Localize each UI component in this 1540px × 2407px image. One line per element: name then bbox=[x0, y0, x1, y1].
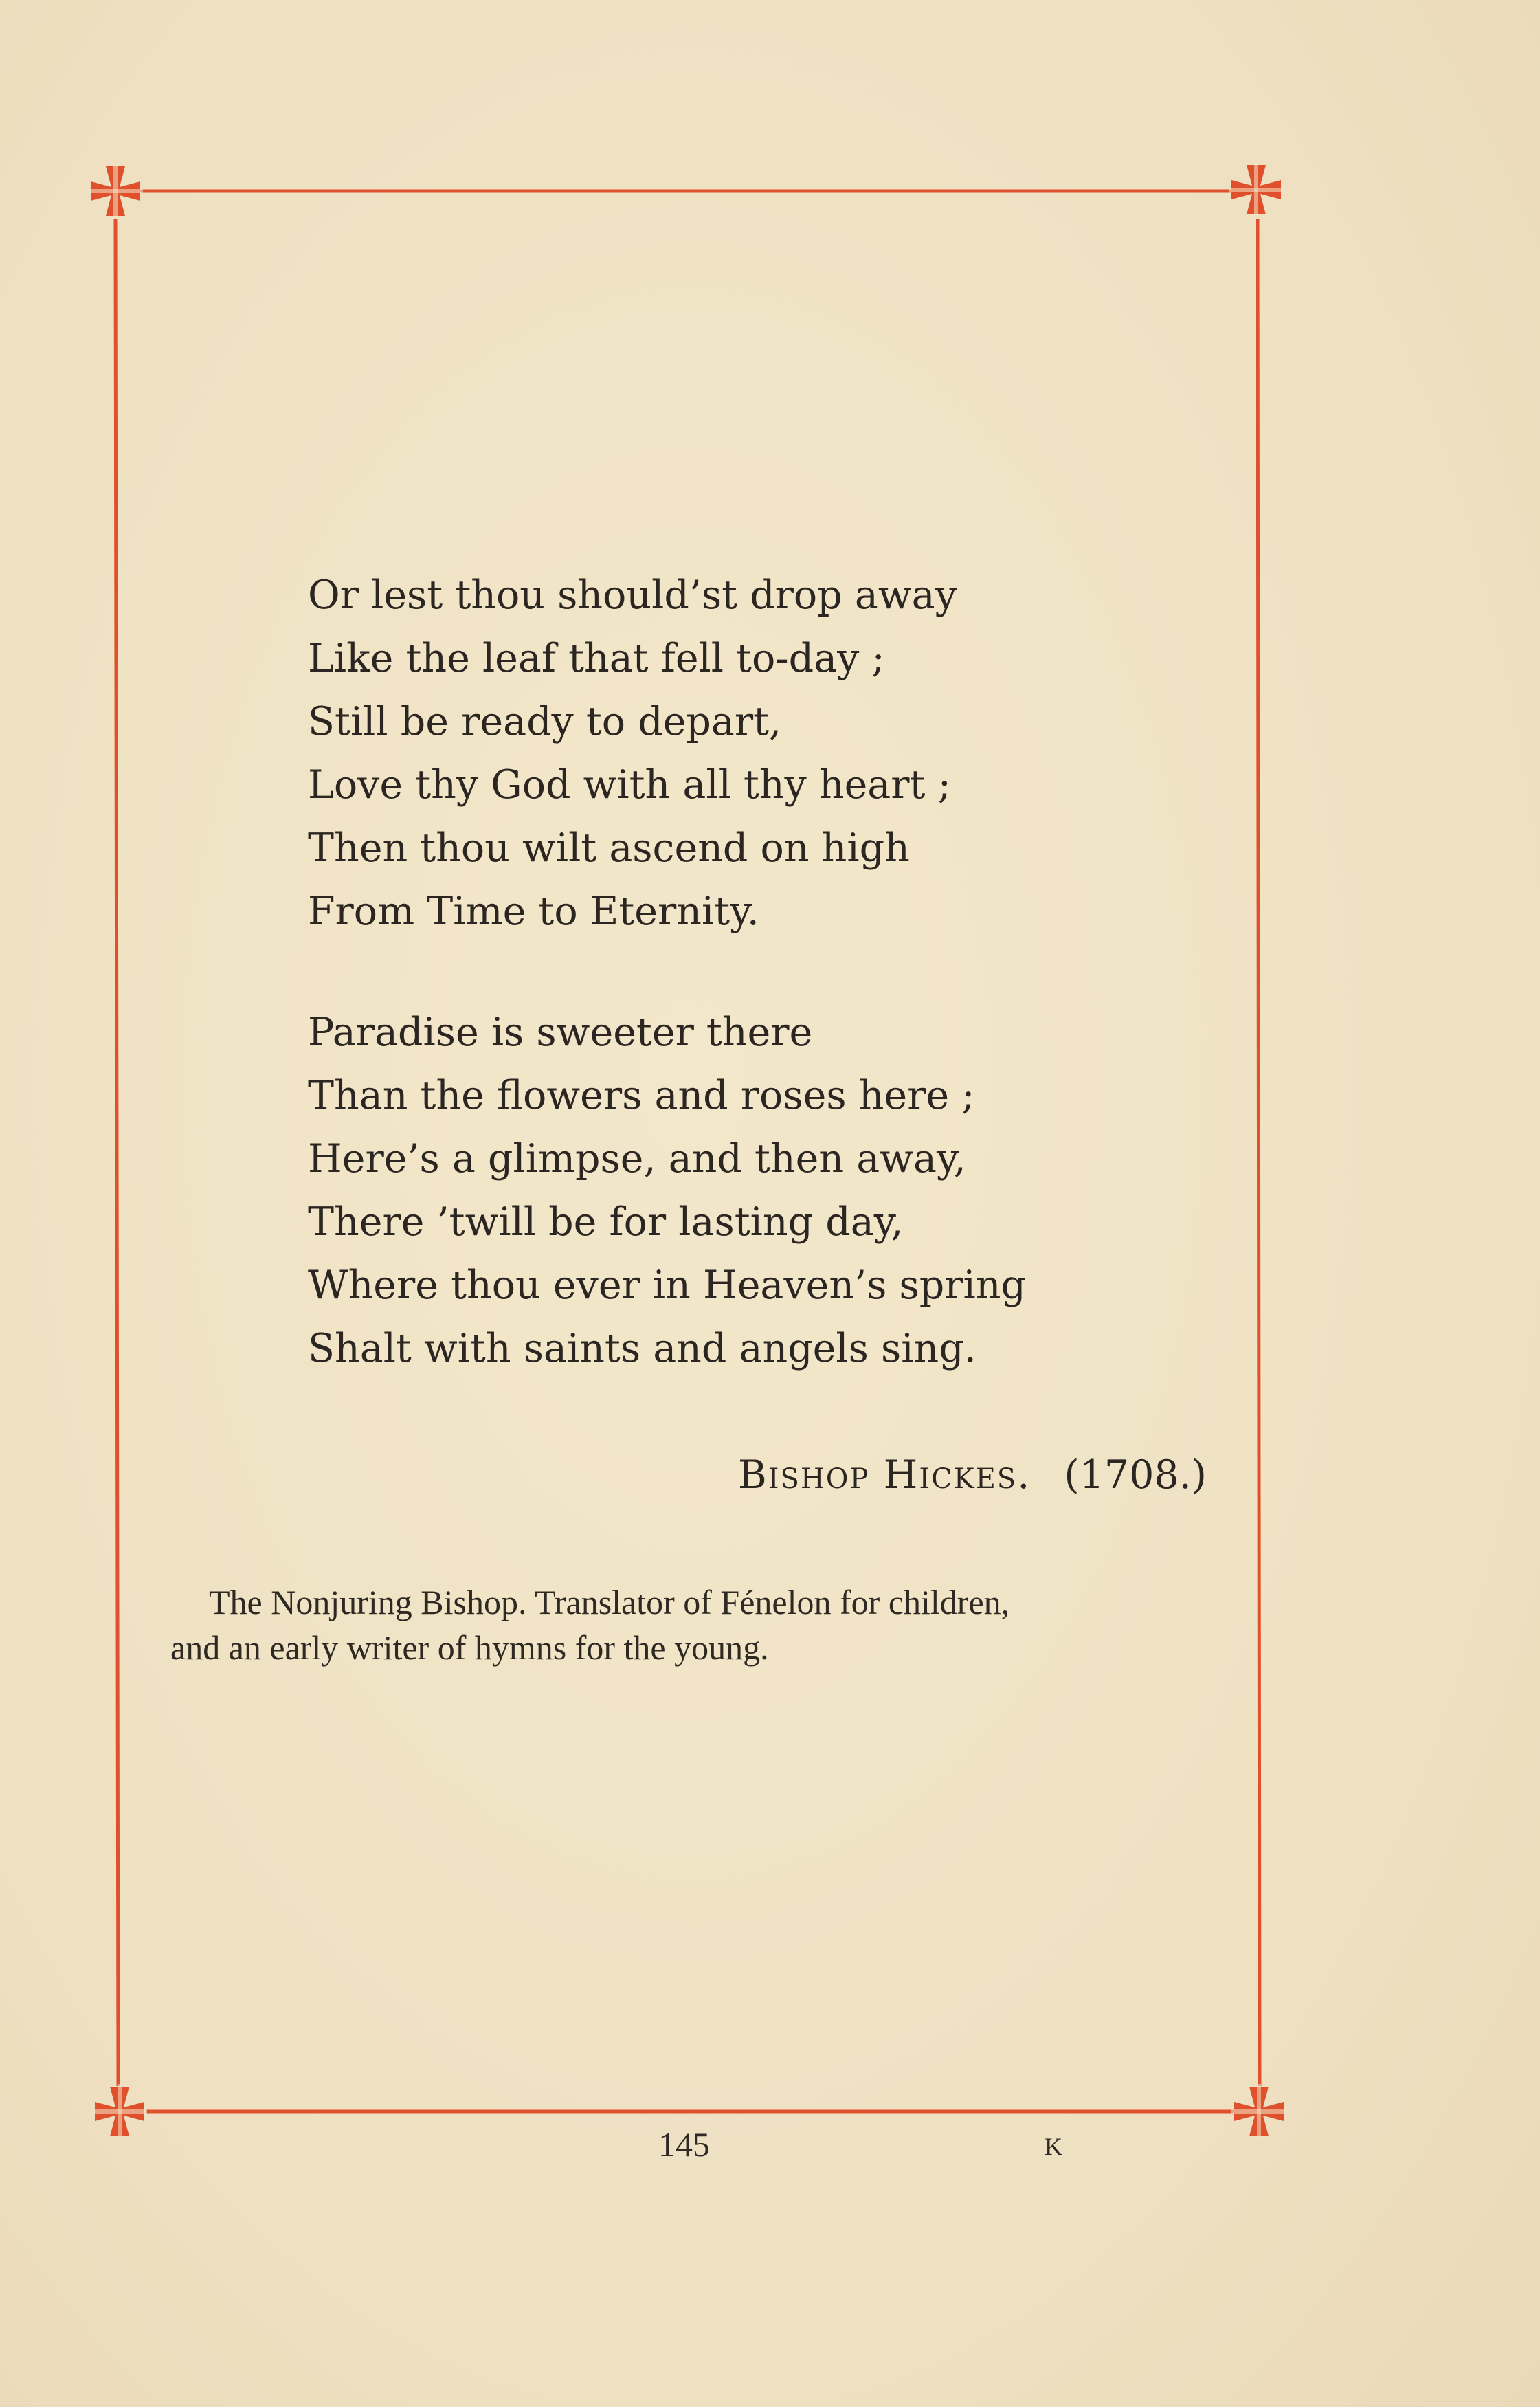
page-number: 145 bbox=[658, 2125, 710, 2164]
author-name: Bishop Hickes. bbox=[737, 1452, 1031, 1498]
poem-line: Still be ready to depart, bbox=[308, 699, 782, 744]
poem-line: There ’twill be for lasting day, bbox=[308, 1199, 904, 1245]
poem-line: From Time to Eternity. bbox=[308, 889, 759, 934]
corner-cross-bottom-right-icon bbox=[1231, 2084, 1286, 2139]
poem-line: Where thou ever in Heaven’s spring bbox=[308, 1263, 1026, 1308]
attribution-year: (1708.) bbox=[1064, 1452, 1207, 1498]
signature-mark: K bbox=[1045, 2133, 1062, 2160]
stanza-1 bbox=[308, 564, 1270, 943]
poem-line: Than the flowers and roses here ; bbox=[308, 1073, 975, 1118]
biographical-note bbox=[170, 1579, 1215, 1670]
note-line: and an early writer of hymns for the young. bbox=[170, 1628, 769, 1667]
poem-line: Or lest thou should’st drop away bbox=[308, 573, 957, 618]
note-line: The Nonjuring Bishop. Translator of Fénelon for children, bbox=[209, 1583, 1010, 1621]
poem-line: Then thou wilt ascend on high bbox=[308, 825, 910, 871]
poem bbox=[308, 564, 1270, 1380]
poem-line: Love thy God with all thy heart ; bbox=[308, 762, 951, 808]
corner-cross-top-right-icon bbox=[1229, 162, 1284, 217]
stanza-2 bbox=[308, 1001, 1270, 1380]
poem-line: Here’s a glimpse, and then away, bbox=[308, 1136, 966, 1182]
corner-cross-top-left-icon bbox=[88, 164, 143, 219]
corner-cross-bottom-left-icon bbox=[92, 2084, 147, 2139]
poem-line: Like the leaf that fell to-day ; bbox=[308, 636, 885, 681]
attribution bbox=[738, 1443, 1207, 1507]
border-left bbox=[115, 219, 118, 2086]
poem-line: Shalt with saints and angels sing. bbox=[308, 1326, 977, 1371]
poem-line: Paradise is sweeter there bbox=[308, 1010, 813, 1055]
